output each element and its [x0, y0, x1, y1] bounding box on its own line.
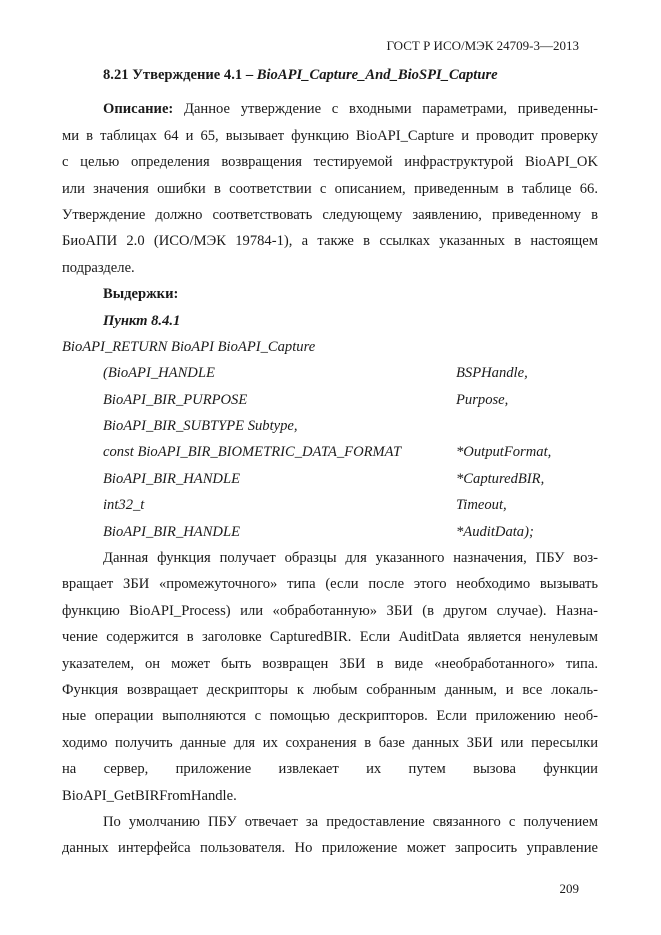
document-body: [62, 62, 598, 862]
paragraph-line: указателем, он может быть возвращен ЗБИ в виде «необработанного» типа.: [62, 655, 598, 672]
param-name: BSPHandle,: [456, 365, 528, 382]
param-type: BioAPI_BIR_HANDLE: [103, 523, 240, 540]
paragraph-line: Данная функция получает образцы для указанного назначения, ПБУ воз-: [103, 550, 598, 567]
code-param-row: [62, 439, 598, 465]
param-name: Timeout,: [456, 497, 507, 514]
description-line: БиоАПИ 2.0 (ИСО/МЭК 19784-1), а также в ссылках указанных в настоящем: [62, 233, 598, 250]
code-param-row: [62, 413, 598, 439]
paragraph-line: ходимо получить данные для их сохранения в базе данных ЗБИ или пересылки: [62, 734, 598, 751]
paragraph-line: функцию BioAPI_Process) или «обработанную» ЗБИ (в другом случае). Назна-: [62, 602, 598, 619]
paragraph-line: на сервер, приложение извлекает их путем вызова функции: [62, 761, 598, 778]
description-line: Утверждение должно соответствовать следующему заявлению, приведенному в: [62, 206, 598, 223]
paragraph-line: BioAPI_GetBIRFromHandle.: [62, 787, 237, 804]
paragraph-line: вращает ЗБИ «промежуточного» типа (если после этого необходимо вызывать: [62, 576, 598, 593]
param-type: (BioAPI_HANDLE: [103, 365, 215, 382]
section-number-title: 8.21 Утверждение 4.1 –: [103, 67, 257, 83]
description-line: с целью определения возвращения тестируемой инфраструктурой BioAPI_OK: [62, 154, 598, 171]
param-type: int32_t: [103, 497, 145, 514]
clause-reference: Пункт 8.4.1: [103, 312, 181, 329]
description-line: подразделе.: [62, 259, 135, 276]
description-label: Описание:: [103, 101, 174, 118]
code-param-row: [62, 360, 598, 386]
paragraph-line: данных интерфейса пользователя. Но приложение может запросить управление: [62, 840, 598, 857]
paragraph-line: чение содержится в заголовке CapturedBIR. Если AuditData является ненулевым: [62, 629, 598, 646]
param-type: BioAPI_BIR_HANDLE: [103, 470, 240, 487]
excerpts-label: Выдержки:: [103, 286, 179, 303]
param-name: *OutputFormat,: [456, 444, 552, 461]
description-line: ми в таблицах 64 и 65, вызывает функцию BioAPI_Capture и проводит проверку: [62, 127, 598, 144]
paragraph-line: ные операции выполняются с помощью дескрипторов. Если приложению необ-: [62, 708, 598, 725]
param-name: *AuditData);: [456, 523, 534, 540]
code-signature: BioAPI_RETURN BioAPI BioAPI_Capture: [62, 338, 316, 355]
section-function-name: BioAPI_Capture_And_BioSPI_Capture: [256, 67, 498, 83]
description-line: Описание: Данное утверждение с входными параметрами, приведенны-: [103, 101, 598, 118]
page-number: 209: [559, 881, 579, 896]
code-param-row: [62, 466, 598, 492]
param-type: BioAPI_BIR_SUBTYPE Subtype,: [103, 418, 298, 435]
code-param-row: [62, 519, 598, 545]
param-type: const BioAPI_BIR_BIOMETRIC_DATA_FORMAT: [103, 444, 402, 461]
code-param-row: [62, 492, 598, 518]
document-header: ГОСТ Р ИСО/МЭК 24709-3—2013: [386, 38, 579, 53]
param-name: Purpose,: [456, 391, 509, 408]
code-param-row: [62, 387, 598, 413]
param-name: *CapturedBIR,: [456, 470, 545, 487]
section-heading: [62, 62, 598, 88]
paragraph-line: По умолчанию ПБУ отвечает за предоставление связанного с получением: [103, 813, 598, 830]
param-type: BioAPI_BIR_PURPOSE: [103, 391, 248, 408]
description-line: или значения ошибки в соответствии с описанием, приведенным в таблице 66.: [62, 180, 598, 197]
paragraph-line: Функция возвращает дескрипторы к любым собранным данным, и все локаль-: [62, 681, 598, 698]
